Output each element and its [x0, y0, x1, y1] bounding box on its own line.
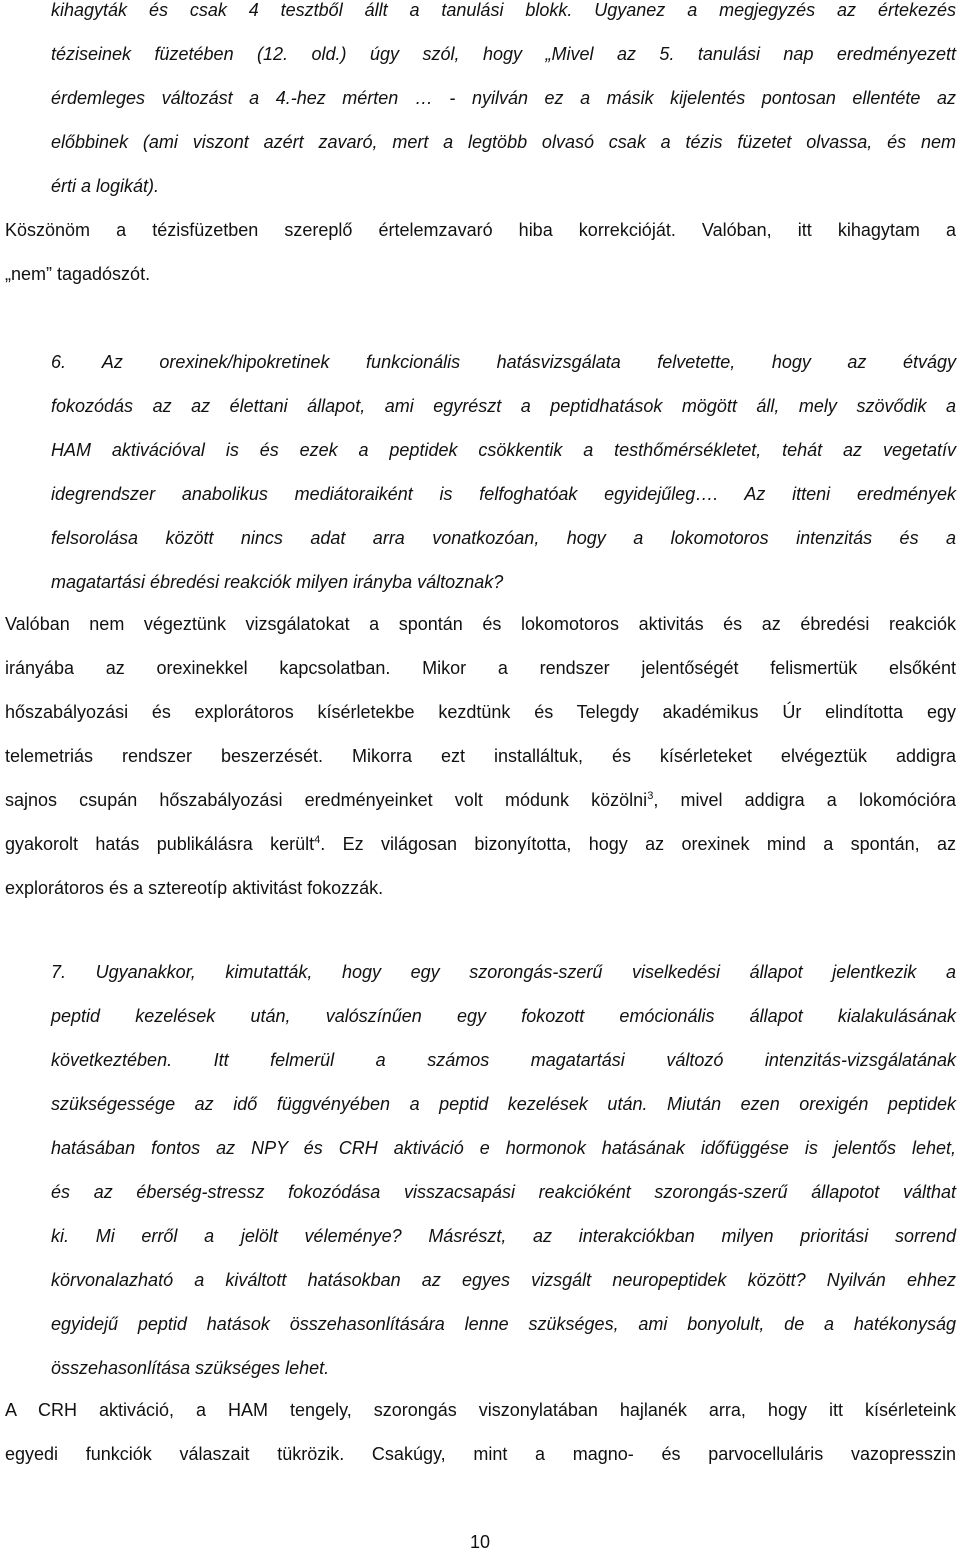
text-line: Köszönöm a tézisfüzetben szereplő értelemzavaró hiba korrekcióját. Valóban, itt kihagytam a — [5, 220, 956, 240]
text-line: 6. Az orexinek/hipokretinek funkcionális hatásvizsgálata felvetette, hogy az étvágy — [51, 352, 956, 372]
paragraph-reply-6 — [5, 602, 956, 910]
text-line: kihagyták és csak 4 tesztből állt a tanulási blokk. Ugyanez a megjegyzés az értekezés — [51, 0, 956, 20]
text-line: és az éberség-stressz fokozódása visszacsapási reakcióként szorongás-szerű állapotot válthat — [51, 1182, 956, 1202]
text-line: idegrendszer anabolikus mediátoraiként is felfoghatóak egyidejűleg…. Az itteni eredmények — [51, 484, 956, 504]
paragraph-reply-7 — [5, 1388, 956, 1476]
text-line: telemetriás rendszer beszerzését. Mikorra ezt installáltuk, és kísérleteket elvégeztük addigra — [5, 746, 956, 766]
text-segment: gyakorolt hatás publikálásra került — [5, 834, 315, 854]
text-line: körvonalazható a kiváltott hatásokban az egyes vizsgált neuropeptidek között? Nyilván ehhez — [51, 1270, 956, 1290]
text-line: érti a logikát). — [51, 176, 160, 196]
text-line: explorátoros és a sztereotíp aktivitást fokozzák. — [5, 878, 384, 898]
text-line — [5, 778, 956, 822]
text-line: előbbinek (ami viszont azért zavaró, mert a legtöbb olvasó csak a tézis füzetet olvassa, és nem — [51, 132, 956, 152]
paragraph-reply-1 — [5, 208, 956, 296]
text-line: felsorolása között nincs adat arra vonatkozóan, hogy a lokomotoros intenzitás és a — [51, 528, 956, 548]
text-line: magatartási ébredési reakciók milyen irányba változnak? — [51, 572, 504, 592]
text-segment: , mivel addigra a lokomócióra — [653, 790, 956, 810]
text-line: HAM aktivációval is és ezek a peptidek csökkentik a testhőmérsékletet, tehát az vegetatív — [51, 440, 956, 460]
page-number: 10 — [469, 1532, 491, 1552]
text-line: „nem” tagadószót. — [5, 264, 151, 284]
text-line: téziseinek füzetében (12. old.) úgy szól, hogy „Mivel az 5. tanulási nap eredményezett — [51, 44, 956, 64]
text-line: peptid kezelések után, valószínűen egy fokozott emócionális állapot kialakulásának — [51, 1006, 956, 1026]
text-line: irányába az orexinekkel kapcsolatban. Mikor a rendszer jelentőségét felismertük elsőként — [5, 658, 956, 678]
text-line: következtében. Itt felmerül a számos magatartási változó intenzitás-vizsgálatának — [51, 1050, 956, 1070]
text-line: egyedi funkciók válaszait tükrözik. Csakúgy, mint a magno- és parvocelluláris vazopresszin — [5, 1444, 956, 1464]
text-line: fokozódás az az élettani állapot, ami egyrészt a peptidhatások mögött áll, mely szövődik a — [51, 396, 956, 416]
text-line — [5, 822, 956, 866]
text-line: összehasonlítása szükséges lehet. — [51, 1358, 330, 1378]
text-line: érdemleges változást a 4.-hez mérten … - nyilván ez a másik kijelentés pontosan ellentéte az — [51, 88, 956, 108]
paragraph-critique-continued — [51, 0, 956, 208]
footnote-ref: 3 — [647, 790, 654, 802]
text-line: 7. Ugyanakkor, kimutatták, hogy egy szorongás-szerű viselkedési állapot jelentkezik a — [51, 962, 956, 982]
footnote-ref: 4 — [314, 834, 321, 846]
text-line: A CRH aktiváció, a HAM tengely, szorongás viszonylatában hajlanék arra, hogy itt kísérleteink — [5, 1400, 956, 1420]
text-line: egyidejű peptid hatások összehasonlítására lenne szükséges, ami bonyolult, de a hatékonyság — [51, 1314, 956, 1334]
text-line: hatásában fontos az NPY és CRH aktiváció e hormonok hatásának időfüggése is jelentős lehet, — [51, 1138, 956, 1158]
text-line: szükségessége az idő függvényében a peptid kezelések után. Miután ezen orexigén peptidek — [51, 1094, 956, 1114]
text-line: Valóban nem végeztünk vizsgálatokat a spontán és lokomotoros aktivitás és az ébredési reakciók — [5, 614, 956, 634]
paragraph-question-7 — [51, 950, 956, 1390]
text-line: ki. Mi erről a jelölt véleménye? Másrészt, az interakciókban milyen prioritási sorrend — [51, 1226, 956, 1246]
text-line: hőszabályozási és explorátoros kísérletekbe kezdtünk és Telegdy akadémikus Úr elindította egy — [5, 702, 956, 722]
text-segment: . Ez világosan bizonyította, hogy az orexinek mind a spontán, az — [320, 834, 956, 854]
paragraph-question-6 — [51, 340, 956, 604]
text-segment: sajnos csupán hőszabályozási eredményeinket volt módunk közölni — [5, 790, 648, 810]
